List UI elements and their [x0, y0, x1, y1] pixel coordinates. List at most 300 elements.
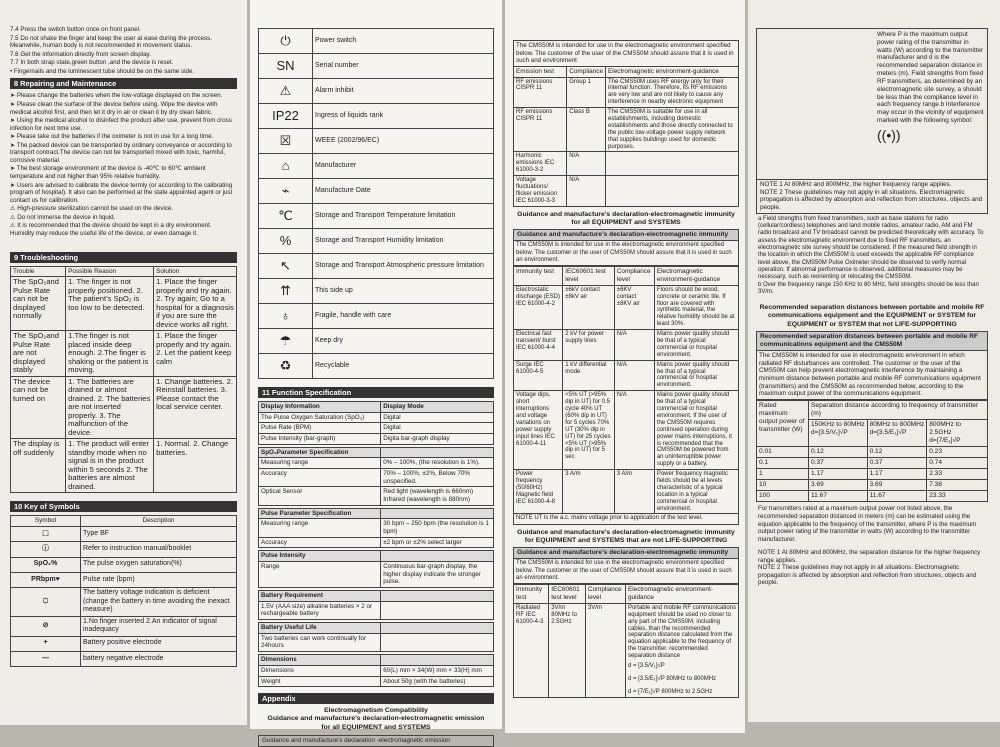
table-row	[514, 108, 739, 152]
immunity-cell: N/A	[614, 330, 654, 361]
symbol-icon: ⚠	[259, 79, 313, 104]
sep-col-header	[867, 420, 927, 447]
spec-section	[258, 447, 494, 506]
symbol-icon: ⌁	[259, 179, 313, 204]
top-box	[756, 28, 988, 180]
symbol-description: The battery voltage indication is deficient (change the battery in time avoiding the inexact measure)	[81, 587, 237, 616]
note-line: NOTE 2 These guidelines may not apply in all situations. Electromagnetic propagation is affected by absorption and reflection from structures, objects and people.	[758, 564, 977, 587]
spec-title: Battery Useful Life	[259, 623, 381, 634]
table-row	[757, 447, 988, 458]
top-text: Where P is the maximum output power rating of the transmitter in watts (W) according to the transmitter manufacturer and d is the recommended separation distance in meters (m). Field strengths from fixed RF transmitters, as determined by an electromagnetic site survey, a should be less than the compliance level in each frequency range.b Interference may occur in the vicinity of equipment marked with the following symbol:	[877, 31, 984, 124]
spec-value: 60(L) mm × 34(W) mm × 33(H) mm	[381, 665, 494, 676]
spec-section	[258, 590, 494, 620]
spec-key: Pulse Intensity (bar-graph)	[259, 434, 381, 445]
table-row	[259, 329, 494, 354]
spec-title-blank	[381, 591, 494, 602]
table-row	[259, 229, 494, 254]
emission-cell: The CMS50M uses RF energy only for their internal function. Therefore, its RF emissions are very low and are not likely to cause any interference in nearby electronic equipment	[606, 77, 739, 108]
appendix-title: Appendix	[258, 693, 494, 704]
table-row	[11, 277, 237, 331]
sep-cell: 1.17	[809, 469, 868, 480]
table-row	[259, 601, 494, 619]
symbol-label: This side up	[313, 279, 494, 304]
table-row	[259, 487, 494, 505]
table-row	[259, 154, 494, 179]
emission-header: Electromagnetic environment-guidance	[606, 66, 739, 77]
trouble-cell: 1. The batteries are drained or almost drained. 2. The batteries are not inserted properly. 3. The malfunction of the device.	[66, 376, 154, 439]
sep-col-range: 80MHz to 800MHz	[869, 421, 925, 429]
note-line: NOTE 2 These guidelines may not apply in all situations. Electromagnetic propagation is affected by absorption and reflection from structures, objects and people.	[760, 188, 983, 212]
trouble-cell: 1. Place the finger properly and try again. 2. Let the patient keep calm	[154, 331, 237, 377]
sep-cell: 1	[757, 469, 809, 480]
table-row	[259, 54, 494, 79]
sep-cell: 0.74	[927, 458, 988, 469]
immunity-intro: The CMS50M is intended for use in the electromagnetic environment specified below. The customer or the user of CMS50M should assure that it is used in such an environment.	[513, 241, 739, 266]
spec-section	[258, 622, 494, 652]
spec-title-blank	[381, 508, 494, 519]
intro-lines	[10, 26, 237, 75]
emission-cell	[606, 176, 739, 207]
rf-table	[513, 584, 739, 697]
table-row	[514, 360, 739, 391]
spec-key: Accuracy	[259, 537, 381, 548]
intro-line: 7.6 Get the information directly from screen display.	[10, 50, 151, 58]
sep-caption: Recommended separation distances between portable and mobile RF communications equipment and the EQUIPMENT or SYSTEM for EQUIPMENT or SYSTEM that not LIFE-SUPPORTING	[759, 304, 985, 328]
table-row	[259, 279, 494, 304]
immunity-cell: 3 A/m	[614, 470, 654, 514]
emission-cell: Harmonic emissions IEC 61000-3-2	[514, 152, 567, 176]
page-panel-3	[505, 0, 745, 733]
symbol-icon: ♻	[259, 354, 313, 379]
sep-cell: 11.67	[867, 491, 927, 502]
spec-title: Display Information	[259, 402, 381, 413]
rf-header: Electromagnetic environment- guidance	[625, 585, 738, 604]
immunity-cell: 3 A/m	[563, 470, 615, 514]
immunity-caption: Guidance and manufacture’s declaration-electromagnetic immunity for all EQUIPMENT and SYSTEMS	[517, 210, 735, 226]
symbol-label: Storage and Transport Atmospheric pressure limitation	[313, 254, 494, 279]
intro-line: 7.4 Press the switch button once on front panel.	[10, 26, 141, 33]
spec-key: Measuring range	[259, 519, 381, 537]
immunity-cell: <5% UT (>95% dip in UT) for 0.5 cycle 40% UT (60% dip in UT) for 5 cycles 70% UT (30% dip in UT) for 25 cycles <5% UT (>95% dip in UT) for 5 sec	[563, 391, 615, 470]
trouble-header: Solution	[154, 266, 237, 277]
sep-col-range: 150KHz to 80MHz	[811, 421, 865, 429]
symbol-label: Serial number	[313, 54, 494, 79]
symbol-description: Battery positive electrode	[81, 636, 237, 651]
trouble-header: Possible Reason	[66, 266, 154, 277]
repair-line: ➤ Please clean the surface of the device before using. Wipe the device with medical alcohol first, and then let it dry in air or clean it by dry clean fabric.	[10, 100, 218, 116]
spec-header-row	[259, 655, 494, 666]
spec-title: 11 Function Specification	[258, 387, 494, 398]
table-row	[11, 572, 237, 587]
symbol-label: Storage and Transport Temperature limitation	[313, 204, 494, 229]
rf-sub: Guidance and manufacture’s declaration-electromagnetic immunity	[513, 547, 739, 559]
emission-cell: RF emissions CISPR 11	[514, 77, 567, 108]
immunity-sub: Guidance and manufacture’s declaration-electromagnetic immunity	[513, 229, 739, 241]
table-row	[259, 79, 494, 104]
immunity-cell: ±6kV contact ±8kV air	[563, 285, 615, 329]
spec-title-2: Display Mode	[381, 402, 494, 413]
rf-formula-1: d = [3.5/V₁]√P	[627, 663, 665, 669]
table-row	[259, 179, 494, 204]
rf-caption: Guidance and manufacture’s declaration-electromagnetic immunity for EQUIPMENT and SYSTEMS that are not LIFE-SUPPORTING	[517, 528, 735, 544]
spec-section	[258, 654, 494, 687]
spec-value: 70% – 100%, ±2%, Below 70% unspecified.	[381, 469, 494, 487]
sep-sub: Recommended separation distances between portable and mobile RF communications equipment and the CMS50M	[756, 331, 988, 351]
trouble-cell: 1. Place the finger properly and try again. 2. Try again; Go to a hospital for a diagnosis if you are sure the device works all right.	[154, 277, 237, 331]
immunity-cell: Mains power quality should be that of a typical commercial or hospital environment.	[654, 330, 738, 361]
trouble-cell: 1. Change batteries. 2. Reinstall batteries. 3. Please contact the local service center.	[154, 376, 237, 439]
immunity-cell: Surge IEC 61000-4-5	[514, 360, 563, 391]
spec-section	[258, 508, 494, 549]
immunity-cell: Voltage dips, short interruptions and voltage variations on power supply input lines IEC 61000-4-11	[514, 391, 563, 470]
symbol-label: Manufacture Date	[313, 179, 494, 204]
sep-cell: 0.12	[867, 447, 927, 458]
spec-title-blank	[381, 655, 494, 666]
emission-header: Compliance	[567, 66, 606, 77]
spec-value	[381, 633, 494, 651]
emission-cell: Voltage fluctuations/ flicker emission IEC 61000-3-3	[514, 176, 567, 207]
appendix-line: for all EQUIPMENT and SYSTEMS	[321, 723, 431, 731]
sep-cell: 0.37	[809, 458, 868, 469]
sep-cell: 0.37	[867, 458, 927, 469]
symbol-label: Manufacturer	[313, 154, 494, 179]
symbol-icon: ☂	[259, 329, 313, 354]
table-row	[11, 542, 237, 557]
spec-section	[258, 401, 494, 445]
symbol-label: Ingress of liquids rank	[313, 104, 494, 129]
table-row	[259, 423, 494, 434]
spec-header-row	[259, 551, 494, 562]
table-row	[11, 331, 237, 377]
notes-block-2	[756, 549, 988, 587]
spec-title: Pulse Parameter Specification	[259, 508, 381, 519]
spec-value: 30 bpm – 250 bpm (the resolution is 1 bpm)	[381, 519, 494, 537]
emission-cell	[606, 152, 739, 176]
rf-header: Compliance level	[585, 585, 625, 604]
rf-formula-2: d = [3.5/E₁]√P 80MHz to 800MHz	[627, 675, 717, 682]
symbol-label: Storage and Transport Humidity limitation	[313, 229, 494, 254]
table-row	[514, 470, 739, 514]
table-row	[259, 519, 494, 537]
symbol-icon: %	[259, 229, 313, 254]
emission-table	[513, 66, 739, 207]
rf-header: Immunity test	[514, 585, 549, 604]
table-row	[514, 330, 739, 361]
page-panel-4	[748, 0, 1000, 722]
repair-line: ➤ The best storage environment of the device is -40℃ to 60℃ ambient temperature and not higher than 95% relative humidity.	[10, 165, 206, 181]
table-row	[514, 77, 739, 108]
para-a: a Field strengths from fixed transmitters, such as base stations for radio (cellular/cordless) telephones and land mobile radios, amateur radio, AM and FM radio broadcast and TV broadcast cannot be predicted theoretically with accuracy. To assess the electromagnetic environment due to fixed RF transmitters, an electromagnetic site survey should be considered. If the measured field strength in the location in which the CMS50M is used exceeds the applicable RF compliance level above, the CMS50M Pulse Oximeter should be observed to verify normal operation. If abnormal performance is observed, additional measures may be necessary, such as reorienting or relocating the CMS50M.	[758, 215, 984, 281]
appendix-line: Electromagnetism Compatibility	[324, 707, 428, 715]
sep-cell: 11.67	[809, 491, 868, 502]
rf-header: IEC60601 test level	[549, 585, 586, 604]
spec-key: Dimensions	[259, 665, 381, 676]
symbol-icon: ⓘ	[11, 542, 81, 557]
emission-header: Emission test	[514, 66, 567, 77]
key-header: Description	[81, 516, 237, 527]
spec-value	[381, 601, 494, 619]
table-row	[11, 616, 237, 636]
table-row	[259, 254, 494, 279]
symbol-icon: ⬚	[11, 527, 81, 542]
spec-value: ±2 bpm or ±2% select larger	[381, 537, 494, 548]
immunity-header: IEC60601 test level	[563, 267, 615, 286]
table-row	[11, 636, 237, 651]
table-row	[259, 29, 494, 54]
repair-line: ⚠ High-pressure sterilization cannot be used on the device.	[10, 205, 174, 213]
symbol-label: WEEE (2002/96/EC)	[313, 129, 494, 154]
spec-key: Accuracy	[259, 469, 381, 487]
page-panel-1	[0, 0, 247, 725]
para-b: b Over the frequency range 150 KHz to 80 MHz, field strengths should be less than 3V/m.	[758, 281, 979, 295]
sep-cell: 2.33	[927, 469, 988, 480]
sep-cell: 1.17	[867, 469, 927, 480]
sep-cell: 3.69	[867, 480, 927, 491]
intro-line: • Fingernails and the luminescent tube should be on the same side.	[10, 67, 195, 75]
appendix-line: Guidance and manufacture’s declaration-electromagnetic emission	[267, 715, 485, 723]
sep-col-header	[809, 420, 868, 447]
immunity-header: Compliance level	[614, 267, 654, 286]
sep-col-formula: d=[7/E₁]√P	[929, 437, 961, 445]
table-row	[259, 304, 494, 329]
spec-key: 1.5V (AAA size) alkaline batteries × 2 or rechargeable battery	[259, 601, 381, 619]
symbol-label: Alarm inhibit	[313, 79, 494, 104]
repair-line: ⚠ It is recommended that the device should be kept in a dry environment. Humidity may reduce the useful life of the device, or even damage it.	[10, 222, 212, 237]
key-of-symbols-table	[10, 515, 237, 667]
symbol-description: Pulse rate (bpm)	[81, 572, 237, 587]
symbol-description: battery negative electrode	[81, 651, 237, 666]
rf-guidance: Portable and mobile RF communications equipment should be used no closer to any part of the CMS50M, including cables, than the recommended separation distance calculated from the equation applicable to the frequency of the transmitter. recommended separation distance	[627, 604, 737, 660]
repair-line: ⚠ Do not immerse the device in liquid.	[10, 213, 116, 221]
repair-lines	[10, 92, 237, 237]
key-header: Symbol	[11, 516, 81, 527]
sep-col-formula: d=[3.5/V₁]√P	[811, 429, 848, 437]
table-row	[259, 354, 494, 379]
emission-cell: Class B	[567, 108, 606, 152]
table-row	[757, 480, 988, 491]
table-row	[259, 676, 494, 687]
spec-header-row	[259, 447, 494, 458]
table-row	[259, 412, 494, 423]
rf-test: Radiated RF IEC 61000-4-3	[514, 603, 549, 697]
symbol-description: Refer to instruction manual/booklet	[81, 542, 237, 557]
symbol-label: Power switch	[313, 29, 494, 54]
spec-title-blank	[381, 551, 494, 562]
rf-level: 3V/m 80MHz to 2.5GHz	[549, 603, 586, 697]
spec-header-row	[259, 508, 494, 519]
trouble-title: 9 Troubleshooting	[10, 252, 237, 263]
intro-line: 7.5 Do not shake the finger and keep the user at ease during the process. Meanwhile, human body is not recommended in movement status.	[10, 34, 212, 50]
spec-section	[258, 550, 494, 588]
symbol-label: Fragile, handle with care	[313, 304, 494, 329]
symbols-table	[258, 28, 494, 379]
sep-head-right: Separation distance according to frequency of transmitter (m)	[809, 401, 988, 420]
repair-line: ➤ Users are advised to calibrate the device termly (or according to the calibrating program of hospital). It also can be performed at the state appointed agent or just contact us for calibration.	[10, 181, 233, 204]
symbol-icon: ⎕	[11, 587, 81, 616]
trouble-cell: The SpO₂and Pulse Rate can not be displayed normally	[11, 277, 66, 331]
emission-cell: RF emissions CISPR 11	[514, 108, 567, 152]
trouble-cell: The display is off suddenly	[11, 439, 66, 493]
spec-key: The Pulse Oxygen Saturation (SpO₂)	[259, 412, 381, 423]
immunity-cell: Mains power quality should be that of a typical commercial or hospital environment. If the user of the CMS50M requires continued operation during power mains interruptions, it is recommended that the CMS50M be powered from an uninterruptible power supply or a battery.	[654, 391, 738, 470]
table-row	[259, 562, 494, 588]
table-row	[514, 152, 739, 176]
page-panel-2	[250, 0, 502, 745]
intro-line: 7.7 In both strap state,green button ,and the device is reset.	[10, 59, 174, 67]
immunity-cell: Electrostatic discharge (ESD) IEC 61000-4-2	[514, 285, 563, 329]
symbol-icon: ♁	[259, 304, 313, 329]
table-row	[259, 665, 494, 676]
spec-sections	[258, 401, 494, 687]
symbol-icon: ⊘	[11, 616, 81, 636]
troubleshooting-table	[10, 266, 237, 494]
table-row	[259, 104, 494, 129]
sep-cell: 23.33	[927, 491, 988, 502]
symbol-icon: SN	[259, 54, 313, 79]
trouble-cell: The SpO₂and Pulse Rate are not displayed stably	[11, 331, 66, 377]
spec-title-blank	[381, 623, 494, 634]
sep-cell: 0.01	[757, 447, 809, 458]
symbol-icon: ℃	[259, 204, 313, 229]
note-line: NOTE 1 At 80MHz and 800MHz, the separation distance for the higher frequency range applies.	[758, 549, 981, 564]
spec-value: 0% – 100%, (the resolution is 1%).	[381, 458, 494, 469]
note-line: NOTE 1 At 80MHz and 800MHz, the higher frequency range applies.	[760, 181, 952, 188]
immunity-cell: Mains power quality should be that of a typical commercial or hospital environment.	[654, 360, 738, 391]
table-row	[11, 587, 237, 616]
table-row	[11, 439, 237, 493]
immunity-cell: Power frequency magnetic fields should be at levels characteristic of a typical location in a typical commercial or hospital environment.	[654, 470, 738, 514]
repair-line: ➤ Please take out the batteries if the oximeter is not in use for a long time.	[10, 133, 214, 141]
immunity-cell: 1 kV differential mode	[563, 360, 615, 391]
emission-cell: N/A	[567, 176, 606, 207]
symbol-icon: PRbpm♥	[11, 572, 81, 587]
sep-intro: The CMS50M is intended for use in electromagnetic environment in which radiated RF disturbances are controlled. The customer or the user of the CMS50M can help prevent electromagnetic interference by maintaining a minimum distance between portable and mobile RF communications equipment (transmitters) and the CMS50M as recommended below, according to the maximum output power of the communications equipment.	[756, 351, 988, 400]
key-title: 10 Key of Symbols	[10, 501, 237, 512]
sep-cell: 10	[757, 480, 809, 491]
table-row	[11, 557, 237, 572]
emission-cell: The CMS50M is suitable for use in all establishments, including domestic establishments and those directly connected to the public low-voltage power supply network that supplies buildings used for domestic purposes.	[606, 108, 739, 152]
intro-section	[0, 0, 247, 667]
repair-line: ➤ The packed device can be transported by ordinary conveyance or according to transport contract.The device can not be transported mixed with toxic, harmful, corrosive material.	[10, 141, 232, 164]
immunity-cell: Floors should be wood, concrete or ceramic tile. If floor are covered with synthetic material, the relative humidity should be at least 30%.	[654, 285, 738, 329]
spec-title: Battery Requirement	[259, 591, 381, 602]
emission-cell: N/A	[567, 152, 606, 176]
spec-header-row	[259, 623, 494, 634]
table-row	[514, 285, 739, 329]
rf-formula-3: d = [7/E₁]√P 800MHz to 2.5GHz	[627, 688, 713, 695]
table-row	[757, 469, 988, 480]
radio-wave-icon: ((•))	[877, 126, 901, 143]
table-row	[11, 527, 237, 542]
rf-intro: The CMS50M is intended for use in the electromagnetic environment specified below. The customer or the user of CMS50M should assure that it is used in such an environment.	[513, 559, 739, 584]
immunity-cell: 2 kV for power supply lines	[563, 330, 615, 361]
spec-header-row	[259, 402, 494, 413]
repair-line: ➤ Please change the batteries when the low-voltage displayed on the screen.	[10, 92, 223, 100]
trouble-cell: 1.The finger is not placed inside deep enough. 2.The finger is shaking or the patient is moving.	[66, 331, 154, 377]
spec-value: Digital	[381, 412, 494, 423]
spec-title-blank	[381, 447, 494, 458]
symbol-description: The pulse oxygen saturation(%)	[81, 557, 237, 572]
symbol-icon: ↖	[259, 254, 313, 279]
sep-cell: 3.69	[809, 480, 868, 491]
table-row	[11, 651, 237, 666]
spec-value: Digita bar-graph display	[381, 434, 494, 445]
table-row	[259, 469, 494, 487]
symbol-icon: ⌂	[259, 154, 313, 179]
immunity-cell: N/A	[614, 360, 654, 391]
bottom-text: For transmitters rated at a maximum output power not listed above, the recommended separation distanced in meters (m) can be estimated using the equation applicable to the frequency of the transmitter, where P is the maximum output power rating of the transmitter in watts (W) according to the transmitter manufacturer.	[758, 505, 977, 543]
immunity-header: Immunity test	[514, 267, 563, 286]
spec-header-row	[259, 591, 494, 602]
symbol-icon: ⇈	[259, 279, 313, 304]
table-row	[259, 434, 494, 445]
spec-value: About 50g (with the batteries)	[381, 676, 494, 687]
immunity-table	[513, 266, 739, 514]
immunity-cell: Power frequency (50/60Hz) Magnetic field IEC 61000-4-8	[514, 470, 563, 514]
sep-head-left: Rated maximum output power of transmitter (W)	[757, 401, 809, 447]
sep-col-formula: d=[3.5/E₁]√P	[869, 429, 907, 437]
spec-title: SpO₂Parameter Specification	[259, 447, 381, 458]
spec-key: Weight	[259, 676, 381, 687]
symbol-icon: —	[11, 651, 81, 666]
table-row	[757, 458, 988, 469]
rf-compliance: 3V/m	[585, 603, 625, 697]
table-row	[11, 376, 237, 439]
repair-line: ➤ Using the medical alcohol to disinfect the product after use, prevent from cross infection for next time use.	[10, 117, 232, 132]
sep-cell: 100	[757, 491, 809, 502]
table-row	[757, 491, 988, 502]
trouble-cell: 1. The product will enter standby mode when no signal is in the product within 5 seconds 2. The batteries are almost drained.	[66, 439, 154, 493]
trouble-cell: 1. Normal. 2. Change batteries.	[154, 439, 237, 493]
notes-block-1	[756, 180, 988, 214]
repair-title: 8 Repairing and Maintenance	[10, 78, 237, 89]
emission-cell: Group 1	[567, 77, 606, 108]
symbol-icon: +	[11, 636, 81, 651]
symbol-description: Type BF	[81, 527, 237, 542]
sep-cell: 0.23	[927, 447, 988, 458]
spec-key: Optical Sensor	[259, 487, 381, 505]
spec-value: Digital	[381, 423, 494, 434]
immunity-header: Electromagnetic environment-guidance	[654, 267, 738, 286]
symbol-icon: IP22	[259, 104, 313, 129]
table-row	[259, 458, 494, 469]
spec-key: Pulse Rate (BPM)	[259, 423, 381, 434]
spec-title: Dimensions	[259, 655, 381, 666]
sep-col-range: 800MHz to 2.5GHz	[929, 421, 962, 437]
spec-title: Pulse Intensity	[259, 551, 381, 562]
symbol-label: Keep dry	[313, 329, 494, 354]
trouble-cell: The device can not be turned on	[11, 376, 66, 439]
table-row	[514, 176, 739, 207]
symbol-icon: ☒	[259, 129, 313, 154]
table-row	[259, 537, 494, 548]
symbol-icon: ⏻	[259, 29, 313, 54]
immunity-cell: ±6KV contact ±8KV air	[614, 285, 654, 329]
symbol-description: 1.No finger inserted 2.An indicator of signal inadequacy	[81, 616, 237, 636]
trouble-header: Trouble	[11, 266, 66, 277]
sep-cell: 0.12	[809, 447, 868, 458]
table-row	[514, 391, 739, 470]
trouble-cell: 1. The finger is not properly positioned. 2. The patient’s SpO₂ is too low to be detected.	[66, 277, 154, 331]
appendix-box: Guidance and manufacture’s declaration -electromagnetic emission	[258, 735, 494, 747]
immunity-cell: N/A	[614, 391, 654, 470]
spec-value: Continuous bar-graph display, the higher display indicate the stronger pulse.	[381, 562, 494, 588]
table-row	[259, 204, 494, 229]
immunity-note: NOTE UT is the a.c. mains voltage prior to application of the test level.	[513, 514, 739, 524]
symbol-label: Recyclable	[313, 354, 494, 379]
spec-key: Two batteries can work continually for 24hours	[259, 633, 381, 651]
spec-key: Range	[259, 562, 381, 588]
